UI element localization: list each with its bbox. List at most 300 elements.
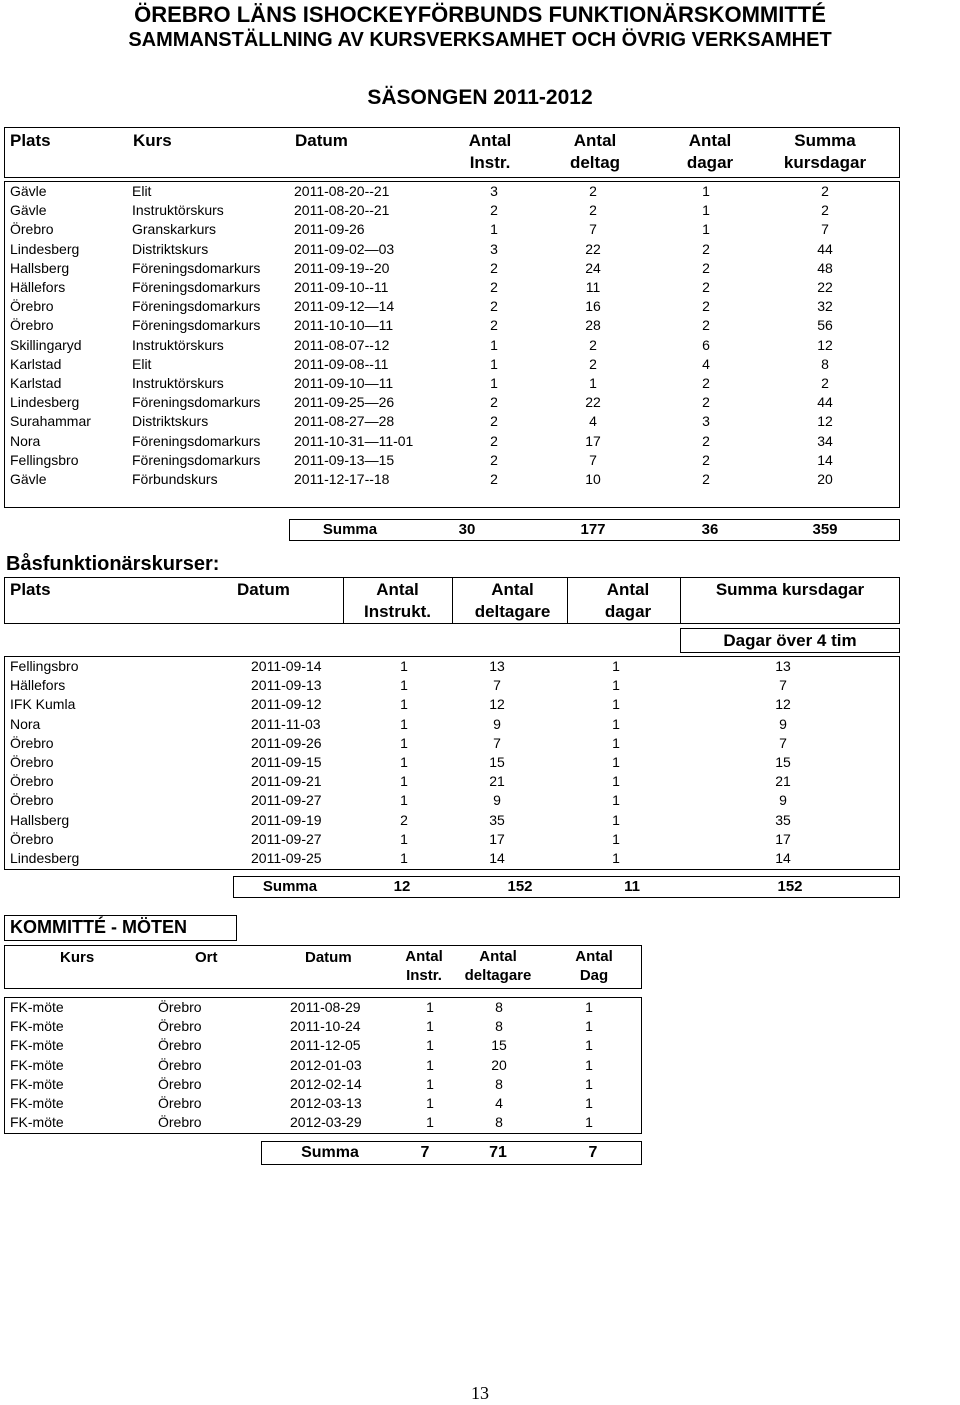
- bas-col-header-deltag-line1: Antal: [491, 580, 534, 599]
- cell-kursdagar: 56: [817, 317, 833, 334]
- meetings-table: [10, 998, 630, 1152]
- cell-kursdagar: 2: [821, 183, 829, 200]
- cell-datum: 2011-10-10—11: [294, 317, 394, 334]
- courses-sum-label: Summa: [322, 521, 378, 538]
- table-row: [10, 715, 890, 734]
- cell-datum: 2011-09-21: [251, 773, 322, 790]
- cell-datum: 2011-08-20--21: [294, 183, 390, 200]
- cell-dag: 1: [585, 1095, 593, 1112]
- col-header-datum: Datum: [295, 131, 348, 150]
- cell-plats: Nora: [10, 715, 41, 732]
- cell-instr: 1: [426, 1075, 434, 1092]
- cell-kursdagar: 35: [775, 811, 791, 828]
- table-row: [10, 830, 890, 849]
- cell-plats: Gävle: [10, 202, 47, 219]
- meetings-col-header-deltag-line1: Antal: [479, 948, 517, 965]
- cell-deltag: 1: [589, 374, 597, 391]
- cell-deltag: 2: [589, 183, 597, 200]
- cell-deltag: 7: [589, 451, 597, 468]
- table-row: [10, 811, 890, 830]
- bas-header-divider-1: [343, 577, 344, 624]
- cell-instr: 1: [400, 658, 408, 675]
- table-row: [10, 451, 890, 470]
- cell-plats: IFK Kumla: [10, 696, 76, 713]
- meetings-heading: KOMMITTÉ - MÖTEN: [10, 917, 187, 937]
- cell-kursdagar: 14: [775, 849, 791, 866]
- courses-sum-instr: 30: [458, 521, 476, 538]
- meetings-sum-instr: 7: [420, 1144, 430, 1161]
- cell-datum: 2011-11-03: [251, 715, 321, 732]
- cell-plats: Surahammar: [10, 413, 91, 430]
- meetings-sum-dag: 7: [588, 1144, 598, 1161]
- cell-dagar: 2: [702, 394, 710, 411]
- cell-plats: Örebro: [10, 830, 54, 847]
- bas-sum-dagar: 11: [624, 878, 640, 895]
- cell-kursdagar: 17: [775, 830, 791, 847]
- cell-plats: Hallsberg: [10, 811, 70, 828]
- cell-datum: 2011-09-13—15: [294, 451, 395, 468]
- bas-col-header-instr-line1: Antal: [376, 580, 419, 599]
- cell-datum: 2011-10-31—11-01: [294, 432, 414, 449]
- cell-dagar: 1: [702, 183, 710, 200]
- cell-instr: 1: [400, 849, 408, 866]
- cell-instr: 1: [426, 1056, 434, 1073]
- cell-kurs: Distriktskurs: [132, 413, 209, 430]
- meetings-col-header-deltag: [458, 947, 538, 985]
- cell-kurs: Elit: [132, 183, 152, 200]
- table-row: [10, 734, 890, 753]
- cell-deltag: 17: [489, 830, 505, 847]
- table-row: [10, 1113, 630, 1132]
- bas-sum-deltag: 152: [507, 878, 533, 895]
- bas-header-divider-3: [567, 577, 568, 624]
- cell-instr: 2: [490, 451, 498, 468]
- meetings-col-header-ort: Ort: [195, 949, 218, 966]
- cell-dagar: 2: [702, 470, 710, 487]
- cell-instr: 1: [426, 1037, 434, 1054]
- cell-instr: 1: [400, 754, 408, 771]
- cell-dagar: 1: [702, 221, 710, 238]
- cell-kurs: FK-möte: [10, 1095, 64, 1112]
- cell-deltag: 2: [589, 202, 597, 219]
- cell-dagar: 1: [612, 811, 620, 828]
- cell-kurs: Distriktskurs: [132, 240, 209, 257]
- cell-deltag: 22: [585, 394, 601, 411]
- cell-kurs: Föreningsdomarkurs: [132, 259, 261, 276]
- cell-dagar: 1: [612, 754, 620, 771]
- cell-dag: 1: [585, 1018, 593, 1035]
- cell-datum: 2012-01-03: [290, 1056, 362, 1073]
- cell-dagar: 2: [702, 279, 710, 296]
- courses-sum-deltag: 177: [580, 521, 606, 538]
- cell-datum: 2012-02-14: [290, 1075, 362, 1092]
- bas-col-header-dagar-line2: dagar: [604, 602, 652, 621]
- cell-dagar: 1: [612, 677, 620, 694]
- table-row: [10, 695, 890, 714]
- cell-instr: 1: [490, 374, 498, 391]
- meetings-col-header-dag-line2: Dag: [579, 967, 609, 984]
- cell-datum: 2011-09-15: [251, 754, 322, 771]
- cell-kursdagar: 22: [817, 279, 833, 296]
- table-row: [10, 220, 890, 239]
- cell-kurs: Elit: [132, 355, 152, 372]
- cell-kursdagar: 34: [817, 432, 833, 449]
- courses-table: [10, 182, 890, 508]
- cell-dagar: 6: [702, 336, 710, 353]
- cell-kurs: FK-möte: [10, 1056, 64, 1073]
- cell-instr: 2: [490, 202, 498, 219]
- cell-instr: 2: [490, 432, 498, 449]
- cell-instr: 1: [490, 355, 498, 372]
- cell-deltag: 11: [585, 279, 601, 296]
- cell-plats: Fellingsbro: [10, 451, 79, 468]
- bas-col-header-summa: Summa kursdagar: [715, 580, 865, 599]
- cell-plats: Karlstad: [10, 374, 62, 391]
- cell-plats: Hällefors: [10, 677, 66, 694]
- cell-instr: 2: [490, 259, 498, 276]
- cell-plats: Fellingsbro: [10, 658, 79, 675]
- cell-dagar: 1: [612, 658, 620, 675]
- cell-plats: Gävle: [10, 470, 47, 487]
- cell-instr: 2: [490, 298, 498, 315]
- bas-col-header-over: Dagar över 4 tim: [723, 631, 857, 650]
- cell-datum: 2012-03-29: [290, 1114, 362, 1131]
- cell-deltag: 7: [493, 734, 501, 751]
- cell-plats: Örebro: [10, 792, 54, 809]
- cell-kursdagar: 20: [817, 470, 833, 487]
- cell-instr: 2: [490, 317, 498, 334]
- table-row-empty: [10, 489, 890, 508]
- cell-plats: Nora: [10, 432, 41, 449]
- table-row: [10, 1094, 630, 1113]
- cell-kursdagar: 9: [779, 715, 787, 732]
- cell-deltag: 10: [585, 470, 601, 487]
- cell-deltag: 15: [491, 1037, 507, 1054]
- cell-plats: Hallsberg: [10, 259, 70, 276]
- bas-col-header-deltag: [460, 579, 565, 623]
- cell-ort: Örebro: [158, 1056, 202, 1073]
- cell-kursdagar: 2: [821, 374, 829, 391]
- cell-instr: 1: [400, 734, 408, 751]
- cell-deltag: 8: [495, 1075, 503, 1092]
- cell-datum: 2011-09-26: [251, 734, 322, 751]
- table-row: [10, 336, 890, 355]
- courses-sum-kursdagar: 359: [812, 521, 838, 538]
- cell-deltag: 15: [489, 754, 505, 771]
- cell-deltag: 14: [489, 849, 505, 866]
- table-row: [10, 355, 890, 374]
- cell-datum: 2011-09-10--11: [294, 279, 389, 296]
- cell-instr: 1: [490, 221, 498, 238]
- col-header-summa-line1: Summa: [794, 131, 856, 150]
- cell-plats: Örebro: [10, 754, 54, 771]
- cell-dag: 1: [585, 1056, 593, 1073]
- cell-deltag: 21: [489, 773, 505, 790]
- cell-dagar: 2: [702, 259, 710, 276]
- table-row: [10, 676, 890, 695]
- cell-datum: 2011-09-25: [251, 849, 322, 866]
- bas-col-header-instr-line2: Instrukt.: [363, 602, 432, 621]
- bas-header-divider-4: [680, 577, 681, 624]
- cell-plats: Gävle: [10, 183, 47, 200]
- cell-plats: Örebro: [10, 298, 54, 315]
- cell-instr: 2: [400, 811, 408, 828]
- table-row: [10, 278, 890, 297]
- bas-table: [10, 657, 890, 887]
- cell-dag: 1: [585, 1075, 593, 1092]
- cell-ort: Örebro: [158, 999, 202, 1016]
- cell-dagar: 2: [702, 374, 710, 391]
- meetings-col-header-instr-line2: Instr.: [406, 967, 442, 984]
- table-row: [10, 657, 890, 676]
- season-heading: SÄSONGEN 2011-2012: [367, 86, 593, 109]
- cell-datum: 2011-09-14: [251, 658, 322, 675]
- col-header-dagar: [660, 130, 760, 174]
- cell-plats: Örebro: [10, 734, 54, 751]
- cell-dag: 1: [585, 1114, 593, 1131]
- cell-kursdagar: 15: [775, 754, 791, 771]
- col-header-dagar-line2: dagar: [686, 153, 734, 172]
- bas-sum-label: Summa: [262, 878, 318, 895]
- cell-ort: Örebro: [158, 1037, 202, 1054]
- cell-datum: 2012-03-13: [290, 1095, 362, 1112]
- cell-dagar: 3: [702, 413, 710, 430]
- table-row: [10, 393, 890, 412]
- cell-datum: 2011-09-19: [251, 811, 322, 828]
- cell-deltag: 28: [585, 317, 601, 334]
- col-header-summa-line2: kursdagar: [783, 153, 867, 172]
- cell-kurs: FK-möte: [10, 999, 64, 1016]
- cell-plats: Örebro: [10, 773, 54, 790]
- cell-kursdagar: 21: [775, 773, 791, 790]
- cell-datum: 2011-09-27: [251, 830, 322, 847]
- cell-instr: 2: [490, 470, 498, 487]
- cell-instr: 3: [490, 240, 498, 257]
- cell-datum: 2011-09-25—26: [294, 394, 395, 411]
- cell-instr: 1: [426, 1018, 434, 1035]
- cell-plats: Lindesberg: [10, 240, 80, 257]
- bas-sum-kursdagar: 152: [777, 878, 803, 895]
- cell-dag: 1: [585, 999, 593, 1016]
- cell-kurs: Instruktörskurs: [132, 336, 224, 353]
- cell-deltag: 17: [585, 432, 601, 449]
- col-header-deltag-line1: Antal: [573, 131, 617, 150]
- cell-ort: Örebro: [158, 1075, 202, 1092]
- bas-heading: Båsfunktionärskurser:: [6, 553, 220, 575]
- cell-kurs: FK-möte: [10, 1114, 64, 1131]
- cell-dagar: 1: [612, 792, 620, 809]
- cell-kurs: Förbundskurs: [132, 470, 218, 487]
- cell-plats: Örebro: [10, 221, 54, 238]
- cell-dagar: 1: [612, 696, 620, 713]
- cell-kursdagar: 7: [779, 734, 787, 751]
- cell-deltag: 8: [495, 1114, 503, 1131]
- cell-deltag: 4: [589, 413, 597, 430]
- cell-kurs: Föreningsdomarkurs: [132, 394, 261, 411]
- cell-datum: 2011-09-26: [294, 221, 365, 238]
- cell-deltag: 16: [585, 298, 601, 315]
- table-row: [10, 201, 890, 220]
- bas-col-header-datum: Datum: [237, 580, 290, 599]
- cell-deltag: 4: [495, 1095, 503, 1112]
- cell-dagar: 1: [702, 202, 710, 219]
- table-row: [10, 374, 890, 393]
- table-row: [10, 1075, 630, 1094]
- cell-plats: Lindesberg: [10, 849, 80, 866]
- cell-dagar: 1: [612, 734, 620, 751]
- cell-instr: 1: [400, 792, 408, 809]
- cell-kurs: Föreningsdomarkurs: [132, 451, 261, 468]
- cell-plats: Hällefors: [10, 279, 66, 296]
- cell-kursdagar: 7: [821, 221, 829, 238]
- cell-deltag: 2: [589, 336, 597, 353]
- table-row: [10, 1017, 630, 1036]
- cell-dagar: 2: [702, 317, 710, 334]
- meetings-col-header-dag-line1: Antal: [575, 948, 613, 965]
- cell-plats: Lindesberg: [10, 394, 80, 411]
- cell-datum: 2011-12-17--18: [294, 470, 390, 487]
- table-row: [10, 182, 890, 201]
- cell-dagar: 2: [702, 451, 710, 468]
- document-subtitle: SAMMANSTÄLLNING AV KURSVERKSAMHET OCH ÖVRIG VERKSAMHET: [128, 29, 832, 51]
- cell-instr: 1: [426, 999, 434, 1016]
- table-row: [10, 240, 890, 259]
- table-row: [10, 791, 890, 810]
- table-row: [10, 470, 890, 489]
- col-header-summa: [770, 130, 880, 174]
- table-row: [10, 753, 890, 772]
- cell-datum: 2011-08-27—28: [294, 413, 395, 430]
- cell-instr: 2: [490, 394, 498, 411]
- cell-ort: Örebro: [158, 1018, 202, 1035]
- cell-datum: 2011-09-08--11: [294, 355, 389, 372]
- empty-cell: [10, 489, 890, 508]
- cell-kursdagar: 12: [775, 696, 791, 713]
- table-row: [10, 849, 890, 868]
- cell-kurs: Föreningsdomarkurs: [132, 317, 261, 334]
- cell-datum: 2011-09-02—03: [294, 240, 395, 257]
- col-header-dagar-line1: Antal: [688, 131, 732, 150]
- meetings-col-header-dag: [562, 947, 626, 985]
- cell-deltag: 13: [489, 658, 505, 675]
- cell-instr: 1: [426, 1095, 434, 1112]
- cell-kursdagar: 48: [817, 259, 833, 276]
- table-row: [10, 259, 890, 278]
- cell-kursdagar: 14: [817, 451, 833, 468]
- bas-col-header-instr: [345, 579, 450, 623]
- cell-deltag: 12: [489, 696, 505, 713]
- cell-datum: 2011-09-19--20: [294, 259, 390, 276]
- table-row: [10, 1036, 630, 1055]
- cell-deltag: 35: [489, 811, 505, 828]
- cell-deltag: 8: [495, 999, 503, 1016]
- cell-kurs: FK-möte: [10, 1075, 64, 1092]
- bas-sum-instr: 12: [393, 878, 411, 895]
- cell-deltag: 8: [495, 1018, 503, 1035]
- cell-dagar: 1: [612, 849, 620, 866]
- cell-kursdagar: 44: [817, 394, 833, 411]
- cell-instr: 1: [400, 677, 408, 694]
- cell-dagar: 1: [612, 715, 620, 732]
- cell-instr: 1: [490, 336, 498, 353]
- cell-instr: 2: [490, 279, 498, 296]
- cell-kurs: Granskarkurs: [132, 221, 217, 238]
- cell-instr: 1: [400, 773, 408, 790]
- cell-deltag: 7: [493, 677, 501, 694]
- table-row: [10, 431, 890, 450]
- bas-col-header-deltag-line2: deltagare: [474, 602, 551, 621]
- cell-instr: 1: [400, 830, 408, 847]
- meetings-sum-label: Summa: [301, 1144, 359, 1161]
- cell-datum: 2011-08-29: [290, 999, 361, 1016]
- cell-dagar: 1: [612, 830, 620, 847]
- cell-dag: 1: [585, 1037, 593, 1054]
- cell-kursdagar: 7: [779, 677, 787, 694]
- cell-kursdagar: 13: [775, 658, 791, 675]
- cell-kurs: Föreningsdomarkurs: [132, 279, 261, 296]
- cell-deltag: 9: [493, 715, 501, 732]
- col-header-deltag: [545, 130, 645, 174]
- cell-deltag: 24: [585, 259, 601, 276]
- cell-datum: 2011-09-10—11: [294, 374, 394, 391]
- cell-kursdagar: 12: [817, 336, 833, 353]
- cell-plats: Karlstad: [10, 355, 62, 372]
- table-row: [10, 1056, 630, 1075]
- cell-kursdagar: 12: [817, 413, 833, 430]
- meetings-col-header-deltag-line2: deltagare: [464, 967, 532, 984]
- col-header-instr: [440, 130, 540, 174]
- table-row: [10, 412, 890, 431]
- cell-instr: 1: [400, 715, 408, 732]
- meetings-col-header-datum: Datum: [305, 949, 352, 966]
- courses-sum-dagar: 36: [701, 521, 719, 538]
- cell-kurs: Föreningsdomarkurs: [132, 298, 261, 315]
- cell-dagar: 4: [702, 355, 710, 372]
- cell-kursdagar: 2: [821, 202, 829, 219]
- bas-header-divider-2: [452, 577, 453, 624]
- cell-datum: 2011-09-12: [251, 696, 322, 713]
- cell-dagar: 2: [702, 432, 710, 449]
- cell-plats: Skillingaryd: [10, 336, 82, 353]
- cell-datum: 2011-09-13: [251, 677, 322, 694]
- cell-deltag: 22: [585, 240, 601, 257]
- cell-ort: Örebro: [158, 1114, 202, 1131]
- cell-datum: 2011-08-07--12: [294, 336, 390, 353]
- cell-instr: 2: [490, 413, 498, 430]
- cell-deltag: 7: [589, 221, 597, 238]
- meetings-col-header-kurs: Kurs: [60, 949, 95, 966]
- cell-kurs: Föreningsdomarkurs: [132, 432, 261, 449]
- cell-plats: Örebro: [10, 317, 54, 334]
- bas-col-header-dagar-line1: Antal: [606, 580, 650, 599]
- cell-kursdagar: 9: [779, 792, 787, 809]
- cell-dagar: 2: [702, 298, 710, 315]
- page-number: 13: [471, 1383, 489, 1403]
- cell-kurs: FK-möte: [10, 1037, 64, 1054]
- table-row: [10, 998, 630, 1017]
- col-header-kurs: Kurs: [133, 131, 172, 150]
- cell-deltag: 2: [589, 355, 597, 372]
- cell-dagar: 2: [702, 240, 710, 257]
- col-header-deltag-line2: deltag: [569, 153, 621, 172]
- table-row: [10, 297, 890, 316]
- cell-deltag: 9: [493, 792, 501, 809]
- cell-kurs: Instruktörskurs: [132, 374, 224, 391]
- bas-col-header-dagar: [578, 579, 678, 623]
- cell-kurs: Instruktörskurs: [132, 202, 224, 219]
- cell-instr: 1: [426, 1114, 434, 1131]
- document-title: ÖREBRO LÄNS ISHOCKEYFÖRBUNDS FUNKTIONÄRSKOMMITTÉ: [134, 2, 826, 27]
